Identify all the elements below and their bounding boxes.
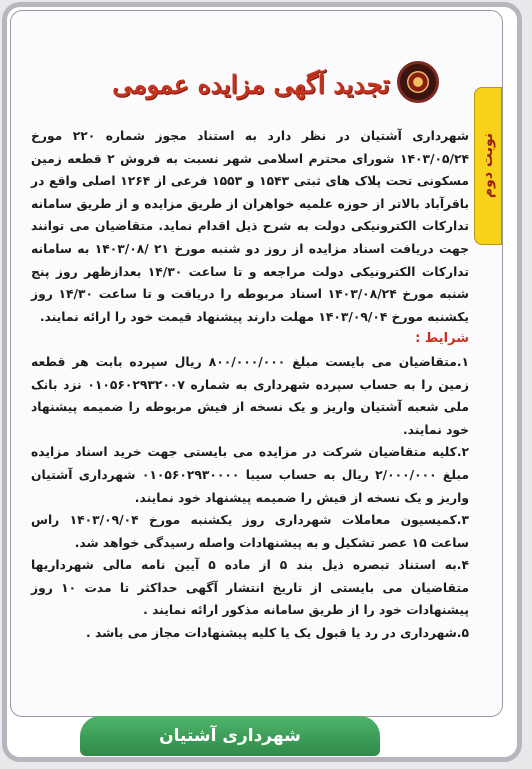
title-row	[71, 59, 431, 109]
condition-item-5: ۵.شهرداری در رد یا قبول یک یا کلیه پیشنهادات مجاز می باشد .	[86, 626, 469, 641]
condition-item-4: ۴.به استناد تبصره ذیل بند ۵ از ماده ۵ آیین نامه مالی شهرداریها متقاضیان می بایستی از تاریخ انتشار آگهی حداکثر تا مدت ۱۰ روز پیشنهادات خود را از طریق سامانه مذکور ارائه نمایند .	[31, 558, 469, 618]
condition-item-1: ۱.متقاضیان می بایست مبلغ ۸۰۰/۰۰۰/۰۰۰ ریال سپرده بابت هر قطعه زمین را به حساب سپرده شهرداری به شماره ۰۱۰۵۶۰۲۹۳۲۰۰۷ نزد بانک ملی شعبه آشتیان واریز و یک نسخه از فیش مربوطه را ضمیمه پیشنهاد خود نمایند.	[31, 354, 470, 437]
notice-body	[31, 125, 469, 645]
second-round-badge	[474, 87, 502, 245]
notice-panel	[10, 10, 503, 717]
condition-item-3: ۳.کمیسیون معاملات شهرداری روز یکشنبه مورخ ۱۴۰۳/۰۹/۰۴ راس ساعت ۱۵ عصر تشکیل و به پیشنهادات واصله رسیدگی خواهد شد.	[31, 513, 469, 550]
condition-item-2: ۲.کلیه متقاضیان شرکت در مزایده می بایستی جهت خرید اسناد مزایده مبلغ ۲/۰۰۰/۰۰۰ ریال به حساب سیبا ۰۱۰۵۶۰۲۹۳۰۰۰۰ شهرداری آشتیان واریز و یک نسخه از فیش را ضمیمه پیشنهاد خود نمایند.	[31, 445, 469, 505]
footer-ribbon	[80, 716, 380, 756]
second-round-label: نوبت دوم	[480, 133, 496, 199]
conditions-heading: شرایط :	[415, 331, 469, 347]
notice-title: تجدید آگهی مزایده عمومی	[112, 69, 390, 99]
footer-signature: شهرداری آشتیان	[159, 726, 301, 746]
intro-paragraph: شهرداری آشتیان در نظر دارد به استناد مجوز شماره ۲۲۰ مورخ ۱۴۰۳/۰۵/۲۴ شورای محترم اسلامی شهر نسبت به فروش ۲ قطعه زمین مسکونی تحت پلاک های ثبتی ۱۵۴۳ و ۱۵۵۳ فرعی از ۱۲۶۴ اصلی واقع در باقرآباد بالاتر از حوزه علمیه خواهران از طریق مزایده و از طریق سامانه تدارکات الکترونیکی دولت به شرح ذیل اقدام نماید. متقاضیان می توانند جهت دریافت اسناد مزایده از روز دو شنبه مورخ ۲۱ /۱۴۰۳/۰۸ به سامانه تدارکات الکترونیکی دولت مراجعه و تا ساعت ۱۴/۳۰ بعدازظهر روز پنج شنبه مورخ ۱۴۰۳/۰۸/۲۴ اسناد مربوطه را دریافت و تا ساعت ۱۴/۳۰ روز یکشنبه مورخ ۱۴۰۳/۰۹/۰۴ مهلت دارند پیشنهاد قیمت خود را ارائه نمایند.	[31, 129, 470, 324]
